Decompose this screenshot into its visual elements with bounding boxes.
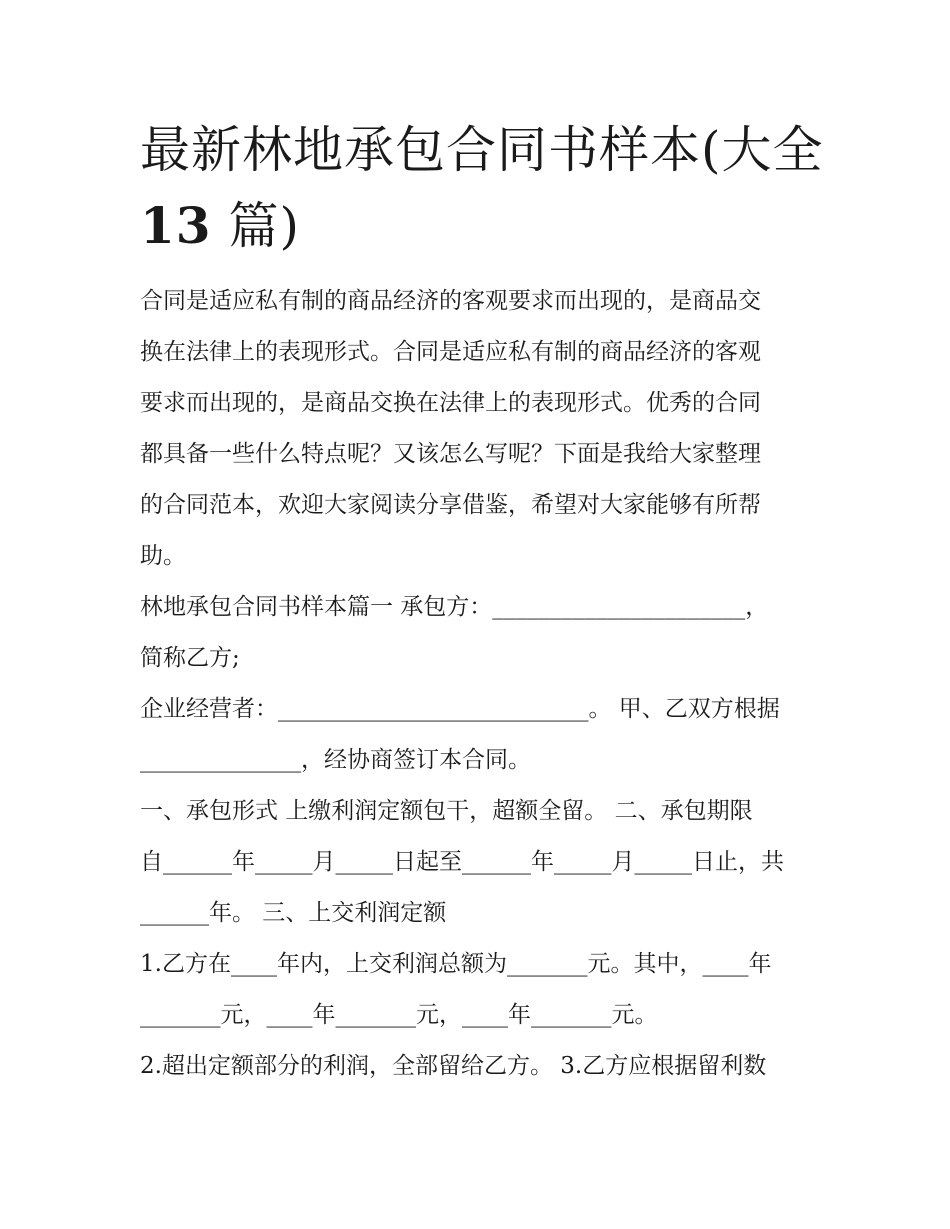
intro-line: 的合同范本，欢迎大家阅读分享借鉴，希望对大家能够有所帮	[140, 492, 761, 518]
title-line-1: 最新林地承包合同书样本(大全	[140, 121, 824, 179]
document-title	[140, 112, 830, 264]
body-line: ______年。 三、上交利润定额	[140, 900, 447, 926]
body-line: 1.乙方在____年内，上交利润总额为_______元。其中，____年	[140, 951, 772, 977]
body-line: _______元，____年_______元，____年_______元。	[140, 1002, 658, 1028]
intro-line: 助。	[140, 543, 186, 569]
body-line: 2.超出定额部分的利润，全部留给乙方。 3.乙方应根据留利数	[140, 1053, 767, 1079]
body-line: 简称乙方;	[140, 645, 240, 671]
intro-line: 都具备一些什么特点呢？又该怎么写呢？下面是我给大家整理	[140, 441, 761, 467]
intro-paragraph	[140, 276, 820, 582]
body-line: 一、承包形式 上缴利润定额包干，超额全留。 二、承包期限	[140, 798, 753, 824]
intro-line: 要求而出现的，是商品交换在法律上的表现形式。优秀的合同	[140, 390, 761, 416]
body-line: ______________，经协商签订本合同。	[140, 747, 531, 773]
title-number: 13	[140, 196, 212, 255]
intro-line: 换在法律上的表现形式。合同是适应私有制的商品经济的客观	[140, 339, 761, 365]
contract-body	[140, 582, 820, 1092]
body-line: 自______年_____月_____日起至______年_____月_____日止，共	[140, 849, 784, 875]
title-suffix: 篇)	[211, 197, 300, 255]
body-line: 企业经营者：___________________________。 甲、乙双方根据	[140, 696, 780, 722]
body-line: 林地承包合同书样本篇一 承包方：______________________，	[140, 594, 769, 620]
intro-line: 合同是适应私有制的商品经济的客观要求而出现的，是商品交	[140, 288, 761, 314]
